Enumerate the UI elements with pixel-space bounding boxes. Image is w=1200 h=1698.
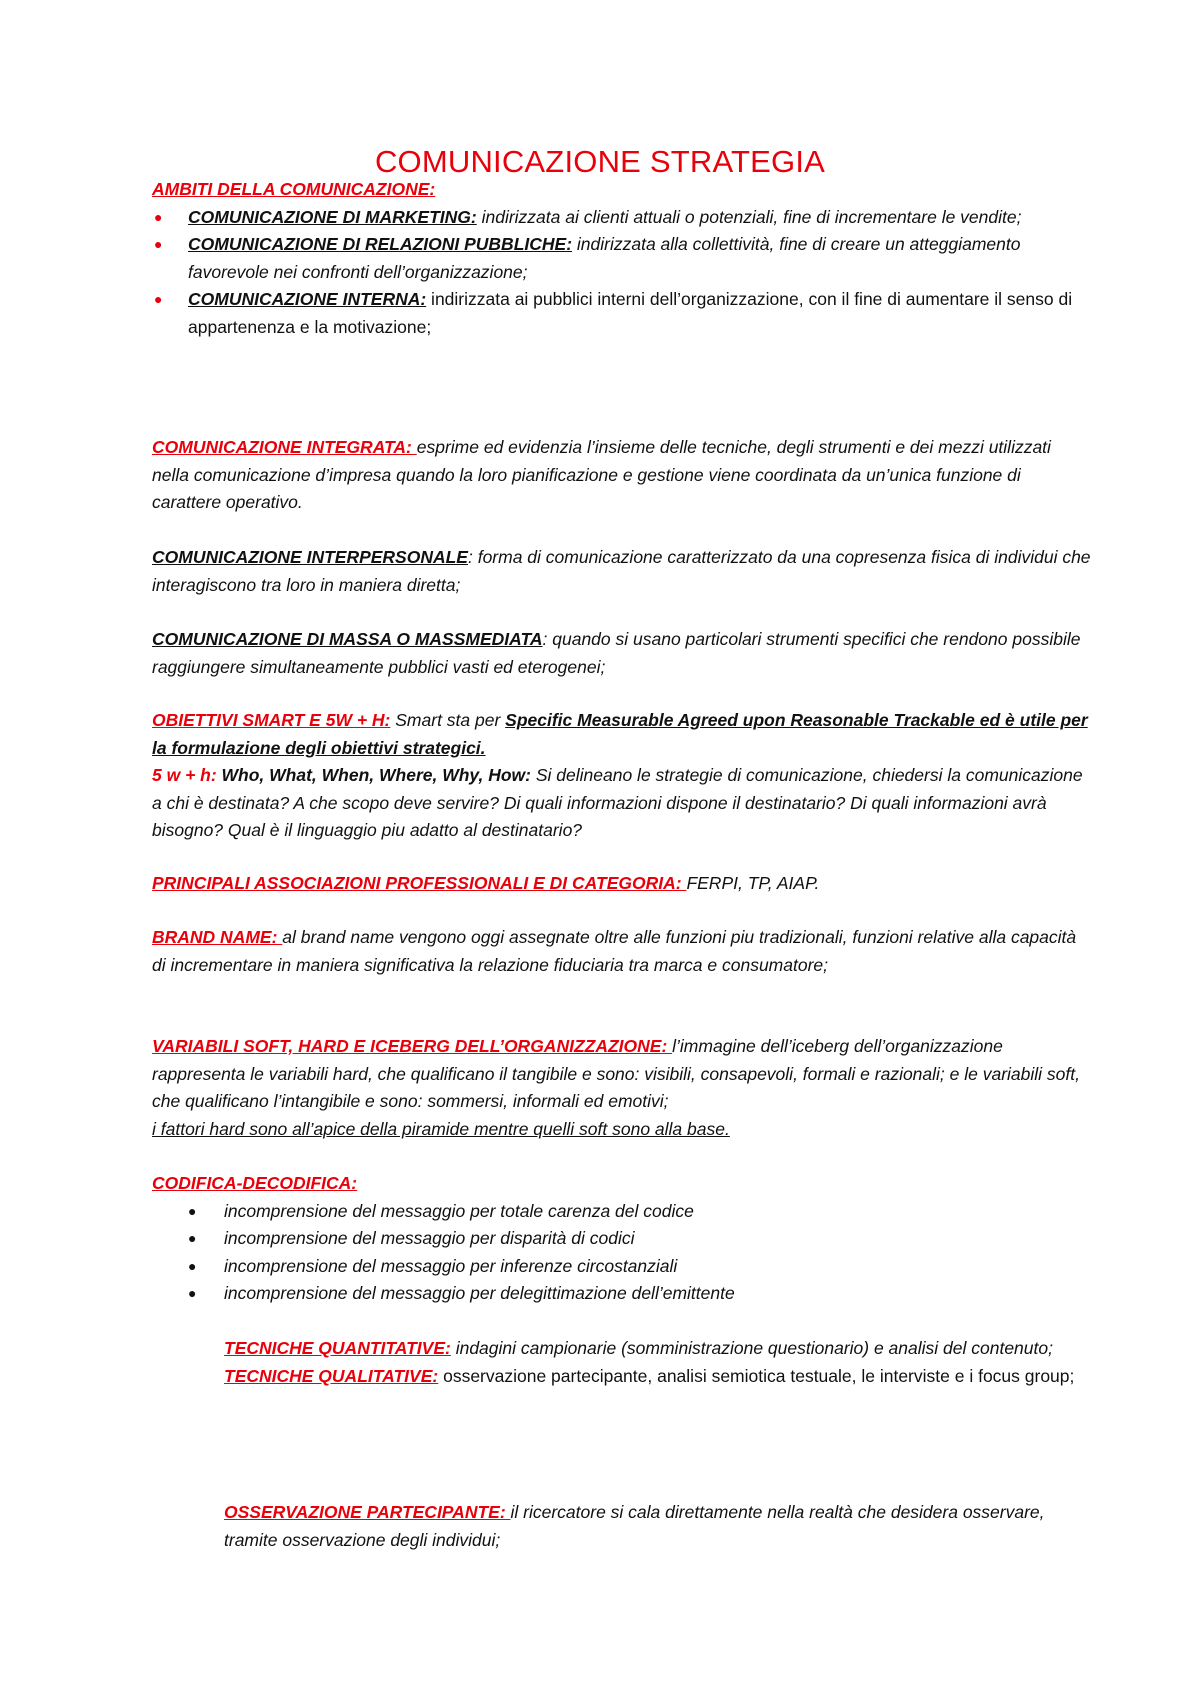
item-text: indirizzata ai pubblici interni dell’organizzazione, con il fine di aumentare il senso di appartenenza e la motivazione; (188, 289, 1073, 337)
list-item (154, 231, 1092, 286)
w-text: Si delineano le strategie di comunicazione, chiedersi la comunicazione a chi è destinata? A che scopo deve servire? Di quali informazioni dispone il destinatario? Di quali informazioni avrà bisogno? Qual è il linguaggio piu adatto al destinatario? (152, 765, 1083, 840)
list-item (154, 204, 1092, 232)
massa-paragraph (152, 626, 1092, 681)
brand-label: BRAND NAME: (152, 927, 283, 947)
item-label: COMUNICAZIONE DI RELAZIONI PUBBLICHE: (188, 234, 573, 254)
interpersonale-text: : forma di comunicazione caratterizzato da una copresenza fisica di individui che interagiscono tra loro in maniera diretta; (152, 547, 1091, 595)
brand-paragraph (152, 924, 1092, 979)
codifica-list (188, 1198, 1092, 1308)
smart-paragraph (152, 707, 1092, 845)
massa-text: : quando si usano particolari strumenti specifici che rendono possibile raggiungere simultaneamente pubblici vasti ed eterogenei; (152, 629, 1081, 677)
list-item (188, 1225, 1092, 1253)
ambiti-section (152, 176, 1092, 341)
variabili-underline: i fattori hard sono all’apice della piramide mentre quelli soft sono alla base. (152, 1118, 730, 1139)
page-title: COMUNICAZIONE STRATEGIA (374, 144, 826, 179)
tecniche-paragraph (224, 1335, 1084, 1390)
list-item (188, 1198, 1092, 1226)
item-text: incomprensione del messaggio per inferenze circostanziali (224, 1255, 678, 1276)
associazioni-label: PRINCIPALI ASSOCIAZIONI PROFESSIONALI E DI CATEGORIA: (152, 873, 687, 893)
codifica-section (152, 1170, 1092, 1308)
interpersonale-label: COMUNICAZIONE INTERPERSONALE (152, 547, 468, 567)
quantitative-label: TECNICHE QUANTITATIVE: (224, 1338, 451, 1358)
osservazione-label: OSSERVAZIONE PARTECIPANTE: (224, 1502, 511, 1522)
ambiti-list (154, 204, 1092, 342)
qualitative-label: TECNICHE QUALITATIVE: (224, 1365, 439, 1386)
item-label: COMUNICAZIONE DI MARKETING: (188, 206, 477, 227)
variabili-label: VARIABILI SOFT, HARD E ICEBERG DELL’ORGANIZZAZIONE: (152, 1036, 673, 1056)
osservazione-text: il ricercatore si cala direttamente nella realtà che desidera osservare, tramite osservazione degli individui; (224, 1502, 1045, 1550)
ambiti-heading: AMBITI DELLA COMUNICAZIONE: (152, 179, 436, 199)
item-text: incomprensione del messaggio per disparità di codici (224, 1228, 635, 1248)
bullet-icon: ● (188, 1257, 197, 1274)
w-label: 5 w + h: (152, 765, 217, 785)
smart-text: Smart sta per (390, 710, 506, 730)
associazioni-paragraph (152, 870, 1092, 898)
variabili-text: l’immagine dell’iceberg dell’organizzazione rappresenta le variabili hard, che qualificano il tangibile e sono: visibili, consapevoli, formali e razionali; e le variabili soft, che qualificano l’intangibile e sono: sommersi, informali ed emotivi; (152, 1036, 1080, 1111)
smart-emph: Specific Measurable Agreed upon Reasonable Trackable ed è utile per la formulazione degli obiettivi strategici. (152, 710, 1088, 758)
osservazione-paragraph (224, 1499, 1084, 1554)
smart-label: OBIETTIVI SMART E 5W + H: (152, 710, 391, 730)
massa-label: COMUNICAZIONE DI MASSA O MASSMEDIATA (152, 629, 543, 649)
list-item (188, 1280, 1092, 1308)
bullet-icon: ● (154, 208, 163, 225)
qualitative-text: osservazione partecipante, analisi semiotica testuale, le interviste e i focus group; (438, 1365, 1075, 1386)
bullet-icon: ● (188, 1230, 197, 1246)
associazioni-text: FERPI, TP, AIAP. (686, 873, 820, 893)
item-text: indirizzata ai clienti attuali o potenziali, fine di incrementare le vendite; (476, 206, 1022, 227)
bullet-icon: ● (154, 291, 163, 307)
list-item (188, 1253, 1092, 1281)
w-list: Who, What, When, Where, Why, How: (216, 765, 531, 785)
item-label: COMUNICAZIONE INTERNA: (188, 289, 427, 309)
item-text: incomprensione del messaggio per delegittimazione dell’emittente (224, 1283, 735, 1303)
codifica-heading: CODIFICA-DECODIFICA: (152, 1173, 358, 1193)
variabili-paragraph (152, 1033, 1092, 1143)
integrata-text: esprime ed evidenzia l’insieme delle tecniche, degli strumenti e dei mezzi utilizzati nella comunicazione d’impresa quando la loro pianificazione e gestione viene coordinata da un’unica funzione di carattere operativo. (152, 437, 1051, 512)
list-item (154, 286, 1092, 341)
quantitative-text: indagini campionarie (somministrazione questionario) e analisi del contenuto; (450, 1338, 1053, 1358)
interpersonale-paragraph (152, 544, 1092, 599)
bullet-icon: ● (188, 1202, 197, 1219)
item-text: incomprensione del messaggio per totale carenza del codice (224, 1200, 694, 1221)
bullet-icon: ● (154, 236, 163, 252)
integrata-paragraph (152, 434, 1092, 517)
item-text: indirizzata alla collettività, fine di creare un atteggiamento favorevole nei confronti dell’organizzazione; (188, 234, 1021, 282)
bullet-icon: ● (188, 1285, 197, 1301)
integrata-label: COMUNICAZIONE INTEGRATA: (152, 437, 417, 457)
brand-text: al brand name vengono oggi assegnate oltre alle funzioni piu tradizionali, funzioni relative alla capacità di incrementare in maniera significativa la relazione fiduciaria tra marca e consumatore; (152, 927, 1077, 975)
